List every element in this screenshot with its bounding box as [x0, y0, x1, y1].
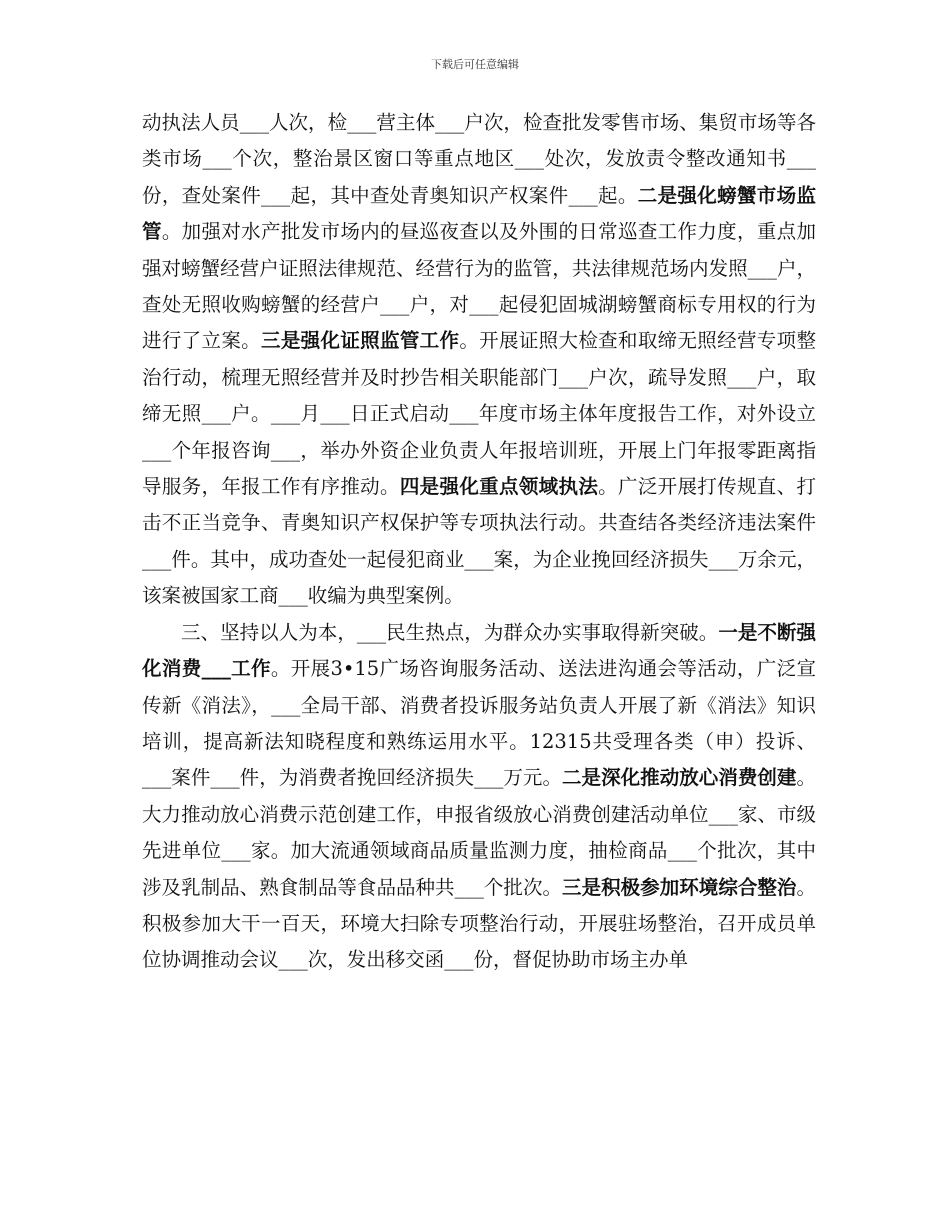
paragraph-1-heading-2: 二是强化螃蟹市场监管 [142, 183, 816, 244]
paragraph-1-heading-3: 三是强化证照监管工作 [261, 329, 460, 353]
paragraph-2-text-1: 三、坚持以人为本，___民生热点，为群众办实事取得新突破。 [181, 620, 719, 644]
paragraph-2-text-3: 。大力推动放心消费示范创建工作，申报省级放心消费创建活动单位___家、市级先进单位___家。加大流通领域商品质量监测力度，抽检商品___个批次，其中涉及乳制品、熟食制品等食品品种共___个批次。 [142, 766, 816, 899]
paragraph-2-heading-2: 二是深化推动放心消费创建 [562, 766, 797, 790]
document-body [142, 105, 816, 979]
paragraph-1 [142, 105, 816, 615]
paragraph-2-text-4: 。积极参加大干一百天，环境大扫除专项整治行动，开展驻场整治，召开成员单位协调推动会议___次，发出移交函___份，督促协助市场主办单 [142, 875, 816, 972]
paragraph-1-text-1: 动执法人员___人次，检___营主体___户次，检查批发零售市场、集贸市场等各类市场___个次，整治景区窗口等重点地区___处次，发放责令整改通知书___份，查处案件___起，其中查处青奥知识产权案件___起。 [142, 111, 816, 207]
paragraph-2-heading-1: 一是不断强化消费___工作 [142, 620, 816, 681]
paragraph-2 [142, 615, 816, 979]
paragraph-1-text-4: 。广泛开展打传规直、打击不正当竞争、青奥知识产权保护等专项执法行动。共查结各类经济违法案件___件。其中，成功查处一起侵犯商业___案，为企业挽回经济损失___万余元，该案被国家工商___收编为典型案例。 [142, 475, 816, 608]
paragraph-1-text-3: 。开展证照大检查和取缔无照经营专项整治行动，梳理无照经营并及时抄告相关职能部门___户次，疏导发照___户，取缔无照___户。___月___日正式启动___年度市场主体年度报告工作，对外设立___个年报咨询___，举办外资企业负责人年报培训班，开展上门年报零距离指导服务，年报工作有序推动。 [142, 329, 816, 499]
paragraph-1-heading-4: 四是强化重点领域执法 [399, 475, 599, 499]
paragraph-1-text-2: 。加强对水产批发市场内的昼巡夜查以及外围的日常巡查工作力度，重点加强对螃蟹经营户证照法律规范、经营行为的监管，共法律规范场内发照___户，查处无照收购螃蟹的经营户___户，对___起侵犯固城湖螃蟹商标专用权的行为进行了立案。 [142, 220, 816, 353]
paragraph-2-text-2: 。开展3•15广场咨询服务活动、送法进沟通会等活动，广泛宣传新《消法》，___全局干部、消费者投诉服务站负责人开展了新《消法》知识培训，提高新法知晓程度和熟练运用水平。12315共受理各类（申）投诉、___案件___件，为消费者挽回经济损失___万元。 [142, 657, 816, 790]
page-header: 下载后可任意编辑 [431, 58, 519, 71]
paragraph-2-heading-3: 三是积极参加环境综合整治 [562, 875, 797, 899]
